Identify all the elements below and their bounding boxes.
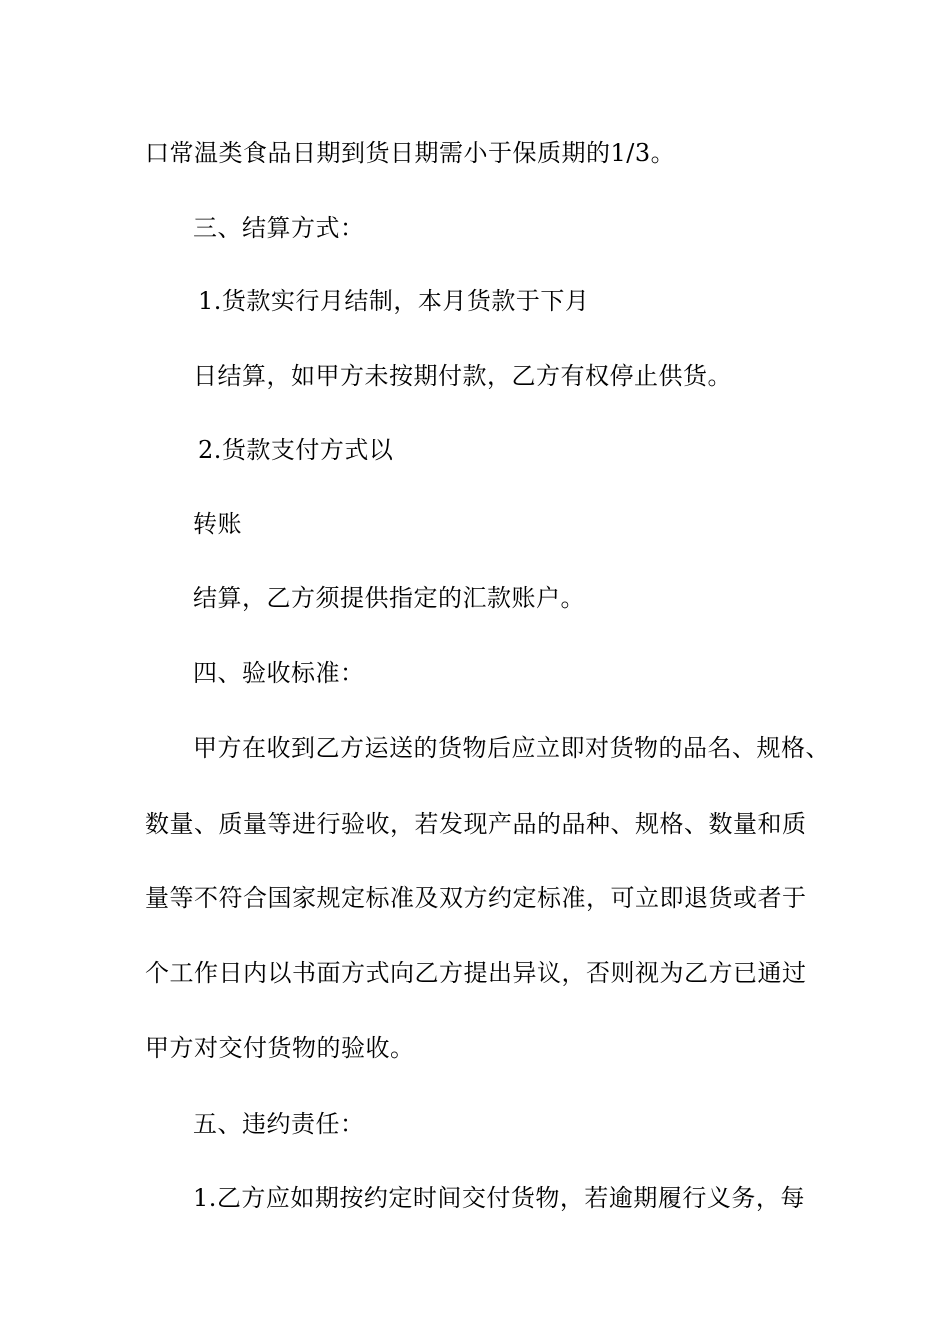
section-heading-acceptance: 四、验收标准： — [193, 659, 365, 687]
clause-liability-delivery: 1.乙方应如期按约定时间交付货物，若逾期履行义务，每 — [193, 1184, 805, 1212]
clause-payment-monthly: 1.货款实行月结制，本月货款于下月 — [198, 287, 590, 315]
paragraph-acceptance-line-4: 个工作日内以书面方式向乙方提出异议，否则视为乙方已通过 — [145, 959, 807, 987]
clause-payment-method-value: 转账 — [193, 510, 242, 538]
section-heading-liability: 五、违约责任： — [193, 1110, 365, 1138]
paragraph-line-storage-requirement: 口常温类食品日期到货日期需小于保质期的1/3。 — [145, 139, 676, 167]
paragraph-acceptance-line-3: 量等不符合国家规定标准及双方约定标准，可立即退货或者于 — [145, 884, 807, 912]
clause-payment-method-cont: 结算，乙方须提供指定的汇款账户。 — [193, 584, 585, 612]
clause-payment-monthly-cont: 日结算，如甲方未按期付款，乙方有权停止供货。 — [193, 362, 732, 390]
section-heading-settlement: 三、结算方式： — [193, 214, 365, 242]
clause-payment-method: 2.货款支付方式以 — [198, 436, 394, 464]
paragraph-acceptance-line-5: 甲方对交付货物的验收。 — [145, 1034, 415, 1062]
paragraph-acceptance-line-2: 数量、质量等进行验收，若发现产品的品种、规格、数量和质 — [145, 810, 807, 838]
paragraph-acceptance-line-1: 甲方在收到乙方运送的货物后应立即对货物的品名、规格、 — [193, 734, 830, 762]
